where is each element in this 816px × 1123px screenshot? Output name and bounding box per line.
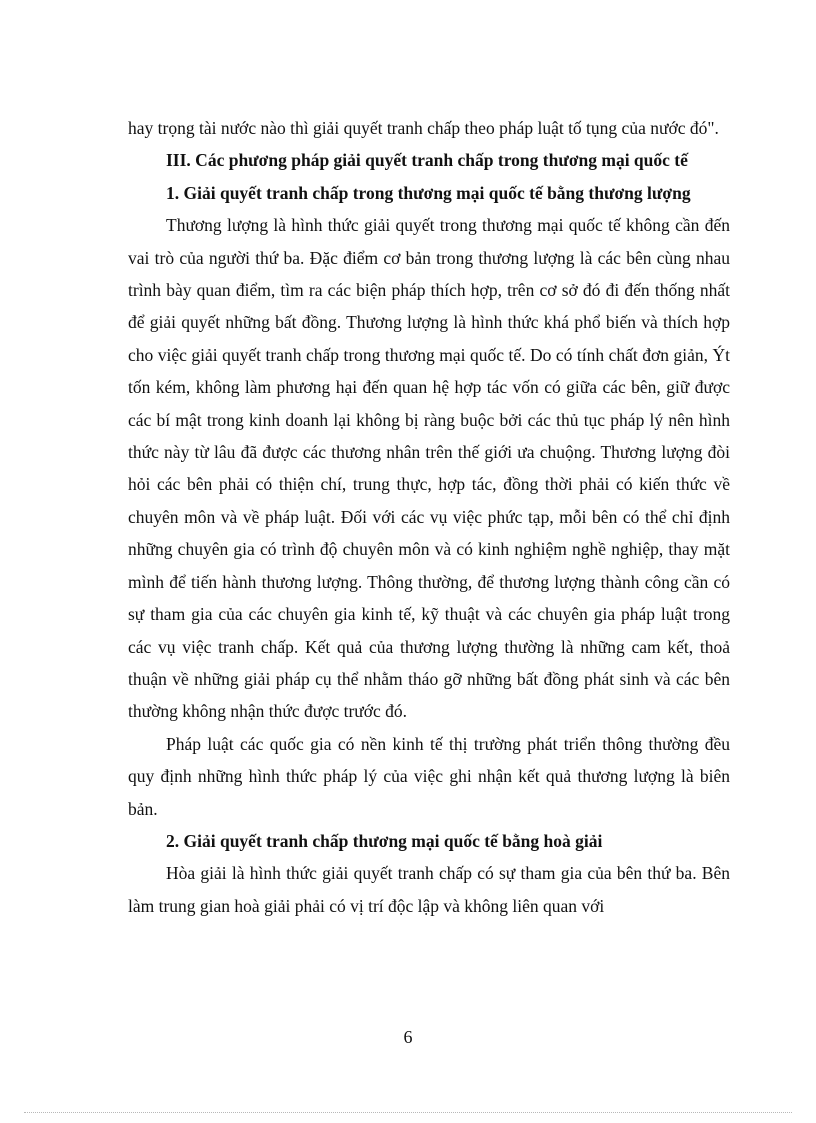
paragraph-negotiation: Thương lượng là hình thức giải quyết trong thương mại quốc tế không cần đến vai trò của người thứ ba. Đặc điểm cơ bản trong thương lượng là các bên cùng nhau trình bày quan điểm, tìm ra các biện pháp thích hợp, trên cơ sở đó đi đến thống nhất để giải quyết những bất đồng. Thương lượng là hình thức khá phổ biến và thích hợp cho việc giải quyết tranh chấp trong thương mại quốc tế. Do có tính chất đơn giản, Ýt tốn kém, không làm phương hại đến quan hệ hợp tác vốn có giữa các bên, giữ được các bí mật trong kinh doanh lại không bị ràng buộc bởi các thủ tục pháp lý nên hình thức này từ lâu đã được các thương nhân trên thế giới ưa chuộng. Thương lượng đòi hỏi các bên phải có thiện chí, trung thực, hợp tác, đồng thời phải có kiến thức về chuyên môn và về pháp luật. Đối với các vụ việc phức tạp, mỗi bên có thể chỉ định những chuyên gia có trình độ chuyên môn và có kinh nghiệm nghề nghiệp, thay mặt mình để tiến hành thương lượng. Thông thường, để thương lượng thành công cần có sự tham gia của các chuyên gia kinh tế, kỹ thuật và các chuyên gia pháp luật trong các vụ việc tranh chấp. Kết quả của thương lượng thường là những cam kết, thoả thuận về những giải pháp cụ thể nhằm tháo gỡ những bất đồng phát sinh và các bên thường không nhận thức được trước đó. [128, 215, 730, 722]
page-body [128, 112, 730, 922]
paragraph-mediation: Hòa giải là hình thức giải quyết tranh chấp có sự tham gia của bên thứ ba. Bên làm trung gian hoà giải phải có vị trí độc lập và không liên quan với [128, 863, 730, 916]
page-number: 6 [403, 1027, 413, 1047]
subsection-heading-2: 2. Giải quyết tranh chấp thương mại quốc tế bằng hoà giải [166, 830, 603, 851]
paragraph-legal-form: Pháp luật các quốc gia có nền kinh tế thị trường phát triển thông thường đều quy định những hình thức pháp lý của việc ghi nhận kết quả thương lượng là biên bản. [128, 733, 730, 819]
continued-paragraph: hay trọng tài nước nào thì giải quyết tranh chấp theo pháp luật tố tụng của nước đó". [128, 118, 719, 138]
subsection-heading-1: 1. Giải quyết tranh chấp trong thương mại quốc tế bằng thương lượng [166, 182, 691, 203]
section-heading-iii: III. Các phương pháp giải quyết tranh chấp trong thương mại quốc tế [166, 150, 688, 171]
page-bottom-divider [24, 1112, 792, 1113]
